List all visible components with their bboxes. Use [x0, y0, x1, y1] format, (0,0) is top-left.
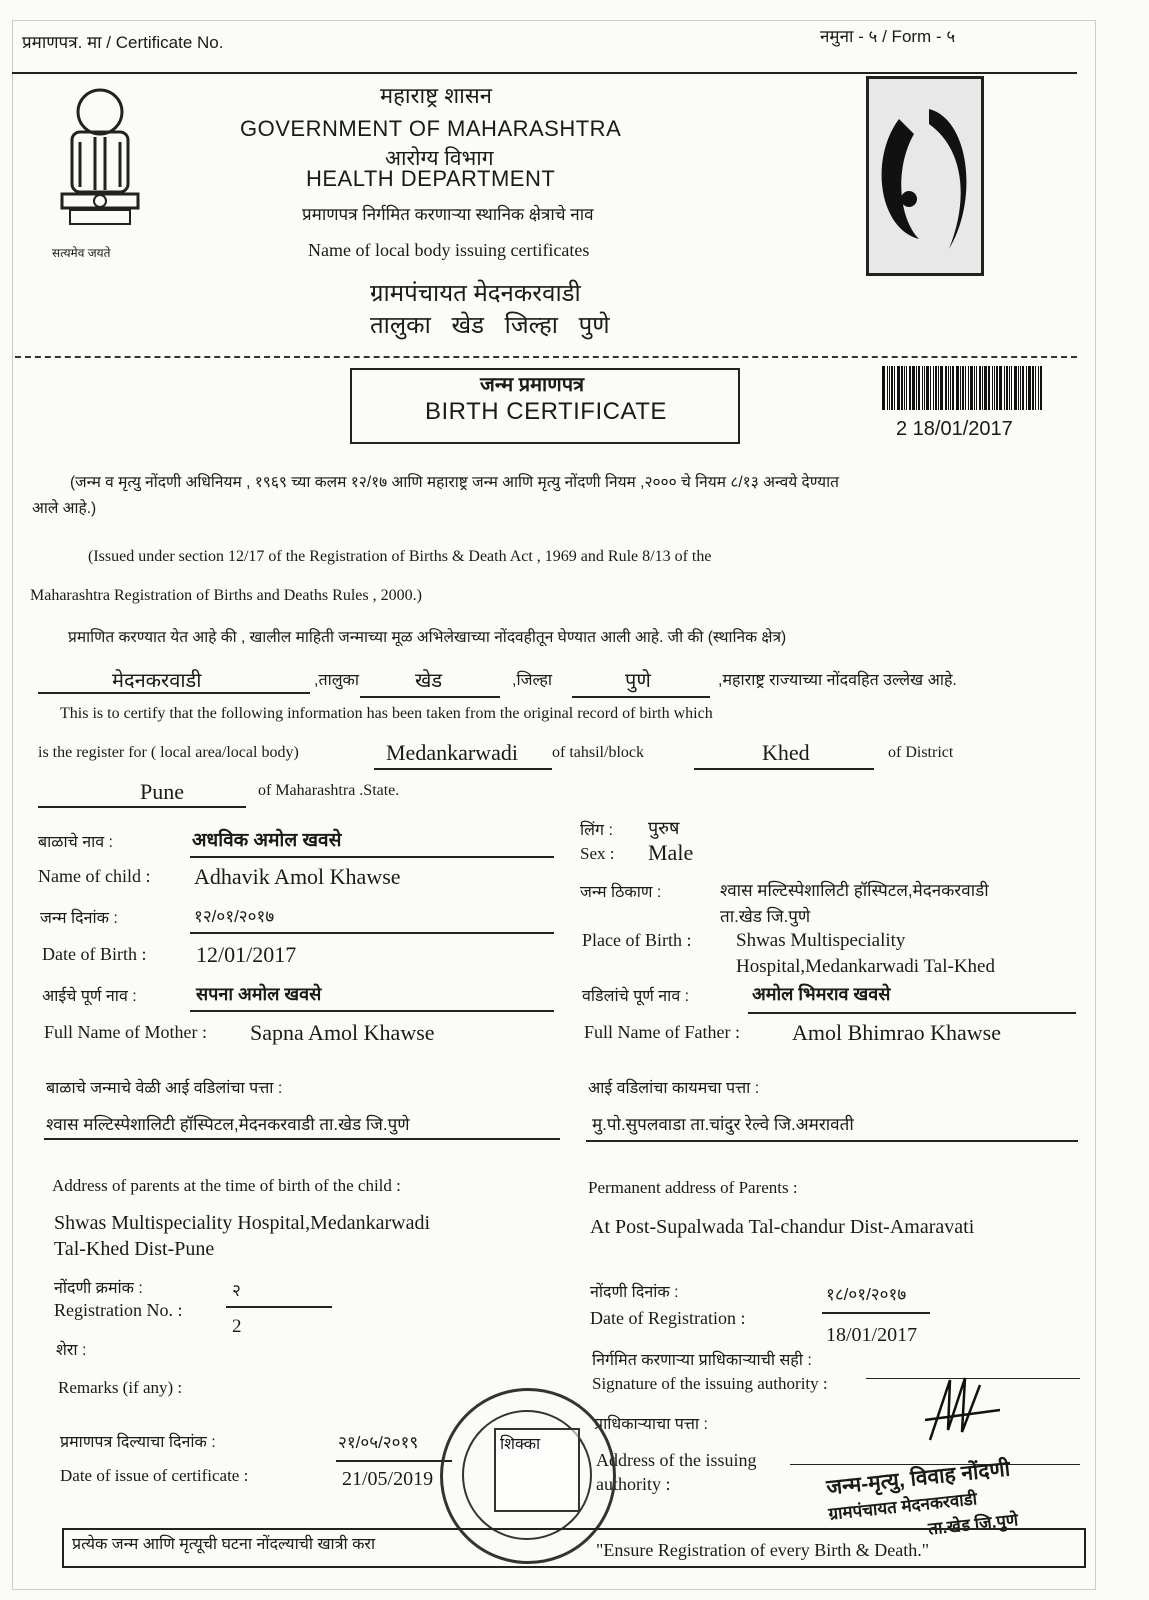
addr-birth-english-1: Shwas Multispeciality Hospital,Medankarwadi: [54, 1212, 431, 1234]
reg-no-english: 2: [232, 1316, 242, 1337]
addr-birth-marathi: श्वास मल्टिस्पेशालिटी हॉस्पिटल,मेदनकरवाडी ता.खेड जि.पुणे: [46, 1115, 410, 1134]
barcode-bar: [938, 366, 939, 410]
issue-date-marathi: २१/०५/२०१९: [338, 1433, 419, 1452]
dob-marathi-line: [190, 932, 554, 934]
issue-date-label-english: Date of issue of certificate :: [60, 1466, 249, 1485]
barcode-bar: [887, 366, 888, 410]
tahsil-english-line: [694, 768, 874, 770]
form-label: नमुना - ५ / Form - ५: [820, 27, 956, 46]
addr-birth-english-2: Tal-Khed Dist-Pune: [54, 1238, 215, 1260]
dept-english: HEALTH DEPARTMENT: [306, 166, 556, 191]
district-label-marathi: ,जिल्हा: [512, 672, 552, 689]
barcode-bar: [1040, 366, 1042, 410]
father-marathi-line: [748, 1012, 1076, 1014]
authority-addr-label-marathi: प्राधिकाऱ्याचा पत्ता :: [594, 1416, 708, 1433]
barcode-bar: [935, 366, 937, 410]
remarks-label-english: Remarks (if any) :: [58, 1378, 183, 1397]
tahsil-label-english: of tahsil/block: [552, 744, 644, 761]
barcode-icon: [882, 366, 1044, 410]
barcode-bar: [933, 366, 934, 410]
certify-english: This is to certify that the following information has been taken from the original record of birth which: [60, 705, 713, 722]
barcode-bar: [904, 366, 905, 410]
reg-date-english: 18/01/2017: [826, 1324, 918, 1346]
authority-addr-label-english-2: authority :: [596, 1474, 671, 1494]
barcode-bar: [948, 366, 949, 410]
state-suffix-english: of Maharashtra .State.: [258, 782, 400, 799]
barcode-bar: [1038, 366, 1039, 410]
tahsil-english: Khed: [762, 740, 810, 765]
stamp-text-1: जन्म-मृत्यु, विवाह नोंदणी: [825, 1457, 1012, 1500]
sex-label-english: Sex :: [580, 844, 615, 863]
barcode-bar: [1009, 366, 1010, 410]
child-name-label-marathi: बाळाचे नाव :: [38, 834, 114, 851]
local-body-line2: तालुका खेड जिल्हा पुणे: [370, 312, 610, 339]
barcode-bar: [897, 366, 900, 410]
dob-label-marathi: जन्म दिनांक :: [40, 910, 118, 927]
reg-date-label-marathi: नोंदणी दिनांक :: [590, 1284, 679, 1301]
barcode-bar: [960, 366, 961, 410]
addr-birth-marathi-line: [44, 1138, 560, 1140]
barcode-bar: [1035, 366, 1036, 410]
barcode-bar: [956, 366, 959, 410]
barcode-bar: [894, 366, 895, 410]
barcode-bar: [916, 366, 917, 410]
barcode-bar: [962, 366, 964, 410]
seal-text: शिक्का: [500, 1436, 541, 1453]
gov-marathi: महाराष्ट्र शासन: [380, 83, 492, 108]
reg-no-label-english: Registration No. :: [54, 1300, 183, 1320]
barcode-bar: [994, 366, 995, 410]
district-english-line: [38, 806, 246, 808]
local-body-line1: ग्रामपंचायत मेदनकरवाडी: [370, 280, 581, 307]
addr-perm-english: At Post-Supalwada Tal-chandur Dist-Amaravati: [590, 1216, 975, 1238]
issue-date-english: 21/05/2019: [342, 1468, 434, 1490]
pob-label-marathi: जन्म ठिकाण :: [580, 884, 662, 901]
barcode-bar: [922, 366, 923, 410]
barcode-bar: [901, 366, 903, 410]
reg-date-label-english: Date of Registration :: [590, 1308, 746, 1328]
local-body-label-marathi: प्रमाणपत्र निर्गमित करणाऱ्या स्थानिक क्षेत्राचे नाव: [302, 205, 594, 224]
barcode-bar: [982, 366, 983, 410]
barcode-bar: [1011, 366, 1012, 410]
taluka-marathi-line: [360, 696, 500, 698]
pob-english-1: Shwas Multispeciality: [736, 930, 906, 951]
barcode-bar: [968, 366, 969, 410]
preamble-english-2: Maharashtra Registration of Births and Deaths Rules , 2000.): [30, 587, 422, 604]
header-bottom-divider: [15, 356, 1077, 358]
preamble-marathi-1: (जन्म व मृत्यु नोंदणी अधिनियम , १९६९ च्या कलम १२/१७ आणि महाराष्ट्र जन्म आणि मृत्यु नोंदणी नियम ,२००० चे नियम ८/१३ अन्वये देण्यात: [70, 474, 839, 491]
reg-no-line: [226, 1306, 332, 1308]
barcode-bar: [970, 366, 973, 410]
barcode-bar: [974, 366, 975, 410]
pob-english-2: Hospital,Medankarwadi Tal-Khed: [736, 956, 995, 977]
taluka-label-marathi: ,तालुका: [314, 672, 359, 689]
signature-label-english: Signature of the issuing authority :: [592, 1374, 828, 1393]
barcode-bar: [992, 366, 993, 410]
certificate-no-label: प्रमाणपत्र. मा / Certificate No.: [22, 33, 224, 52]
stamp-text-2: ग्रामपंचायत मेदनकरवाडी: [827, 1489, 978, 1524]
pob-marathi-2: ता.खेड जि.पुणे: [720, 907, 811, 926]
barcode-bar: [945, 366, 947, 410]
barcode-bar: [1018, 366, 1019, 410]
remarks-label-marathi: शेरा :: [56, 1342, 87, 1359]
barcode-bar: [940, 366, 943, 410]
footer-english: "Ensure Registration of every Birth & Death.": [596, 1540, 930, 1560]
mother-marathi-line: [190, 1010, 554, 1012]
child-name-label-english: Name of child :: [38, 866, 151, 886]
barcode-bar: [1004, 366, 1005, 410]
mother-label-marathi: आईचे पूर्ण नाव :: [42, 988, 137, 1005]
barcode-bar: [882, 366, 885, 410]
addr-perm-marathi-line: [586, 1140, 1078, 1142]
barcode-text: 2 18/01/2017: [896, 418, 1013, 440]
barcode-bar: [924, 366, 925, 410]
barcode-bar: [996, 366, 998, 410]
barcode-bar: [988, 366, 990, 410]
sex-marathi: पुरुष: [648, 818, 680, 838]
child-name-english: Adhavik Amol Khawse: [194, 864, 401, 889]
local-area-marathi: मेदनकरवाडी: [112, 670, 202, 692]
sex-english: Male: [648, 840, 694, 865]
emblem-motto: सत्यमेव जयते: [52, 246, 111, 260]
health-logo: [866, 76, 984, 276]
barcode-bar: [1020, 366, 1021, 410]
addr-perm-label-marathi: आई वडिलांचा कायमचा पत्ता :: [588, 1080, 760, 1097]
barcode-bar: [1022, 366, 1024, 410]
father-english: Amol Bhimrao Khawse: [792, 1020, 1001, 1045]
footer-marathi: प्रत्येक जन्म आणि मृत्यूची घटना नोंदल्याची खात्री करा: [72, 1536, 376, 1553]
local-body-label-english: Name of local body issuing certificates: [308, 240, 590, 260]
title-marathi: जन्म प्रमाणपत्र: [480, 374, 585, 396]
barcode-bar: [950, 366, 951, 410]
barcode-bar: [999, 366, 1002, 410]
barcode-bar: [1006, 366, 1008, 410]
dob-label-english: Date of Birth :: [42, 944, 147, 964]
barcode-bar: [976, 366, 977, 410]
barcode-bar: [1032, 366, 1034, 410]
barcode-bar: [1014, 366, 1017, 410]
barcode-bar: [984, 366, 987, 410]
title-english: BIRTH CERTIFICATE: [425, 398, 667, 425]
reg-no-label-marathi: नोंदणी क्रमांक :: [54, 1280, 143, 1297]
dept-marathi: आरोग्य विभाग: [385, 147, 494, 170]
local-area-english: Medankarwadi: [386, 740, 518, 765]
child-name-marathi-line: [190, 856, 554, 858]
state-suffix-marathi: ,महाराष्ट्र राज्याच्या नोंदवहित उल्लेख आहे.: [718, 672, 957, 689]
dob-marathi: १२/०१/२०१७: [194, 907, 275, 926]
reg-date-line: [822, 1312, 930, 1314]
mother-label-english: Full Name of Mother :: [44, 1022, 207, 1042]
issue-date-label-marathi: प्रमाणपत्र दिल्याचा दिनांक :: [60, 1434, 216, 1451]
barcode-bar: [1028, 366, 1031, 410]
reg-date-marathi: १८/०१/२०१७: [826, 1285, 907, 1304]
barcode-bar: [979, 366, 981, 410]
taluka-marathi: खेड: [415, 670, 443, 692]
register-label-english: is the register for ( local area/local body): [38, 744, 299, 761]
pob-marathi-1: श्वास मल्टिस्पेशालिटी हॉस्पिटल,मेदनकरवाडी: [720, 881, 989, 900]
reg-no-marathi: २: [232, 1281, 241, 1300]
district-marathi: पुणे: [625, 670, 651, 692]
barcode-bar: [952, 366, 954, 410]
addr-perm-label-english: Permanent address of Parents :: [588, 1178, 798, 1197]
addr-perm-marathi: मु.पो.सुपलवाडा ता.चांदुर रेल्वे जि.अमरावती: [592, 1115, 854, 1134]
barcode-bar: [912, 366, 915, 410]
barcode-bar: [965, 366, 966, 410]
barcode-bar: [930, 366, 931, 410]
barcode-bar: [891, 366, 893, 410]
local-area-marathi-line: [38, 692, 310, 694]
mother-english: Sapna Amol Khawse: [250, 1020, 435, 1045]
gov-english: GOVERNMENT OF MAHARASHTRA: [240, 116, 622, 141]
preamble-english-1: (Issued under section 12/17 of the Registration of Births & Death Act , 1969 and Rule 8/13 of the: [88, 548, 712, 565]
sex-label-marathi: लिंग :: [580, 822, 613, 839]
dob-english: 12/01/2017: [196, 942, 297, 967]
national-emblem-icon: [50, 82, 150, 242]
barcode-bar: [1026, 366, 1027, 410]
signature-label-marathi: निर्गमित करणाऱ्या प्राधिकाऱ्याची सही :: [592, 1352, 812, 1369]
addr-birth-label-english: Address of parents at the time of birth of the child :: [52, 1176, 401, 1195]
barcode-bar: [889, 366, 890, 410]
stamp-text-3: ता.खेड जि.पुणे: [927, 1510, 1020, 1539]
health-logo-icon: [869, 79, 981, 273]
district-english: Pune: [140, 779, 184, 804]
district-label-english: of District: [888, 744, 954, 761]
preamble-marathi-2: आले आहे.): [32, 500, 97, 517]
issue-date-line: [336, 1460, 452, 1462]
local-area-english-line: [374, 768, 552, 770]
pob-label-english: Place of Birth :: [582, 930, 692, 950]
father-label-marathi: वडिलांचे पूर्ण नाव :: [582, 988, 690, 1005]
barcode-bar: [906, 366, 907, 410]
child-name-marathi: अधविक अमोल खवसे: [192, 830, 342, 851]
barcode-bar: [909, 366, 911, 410]
district-marathi-line: [572, 696, 710, 698]
header-divider: [12, 72, 1077, 74]
signature-icon: [920, 1370, 1010, 1450]
barcode-bar: [918, 366, 920, 410]
addr-birth-label-marathi: बाळाचे जन्माचे वेळी आई वडिलांचा पत्ता :: [46, 1080, 283, 1097]
father-label-english: Full Name of Father :: [584, 1022, 740, 1042]
certify-marathi: प्रमाणित करण्यात येत आहे की , खालील माहिती जन्माच्या मूळ अभिलेखाच्या नोंदवहीतून घेण्यात आली आहे. जी की (स्थानिक क्षेत्र): [68, 629, 787, 646]
barcode-bar: [926, 366, 929, 410]
mother-marathi: सपना अमोल खवसे: [196, 984, 322, 1004]
father-marathi: अमोल भिमराव खवसे: [752, 984, 891, 1004]
authority-addr-label-english-1: Address of the issuing: [596, 1450, 757, 1470]
